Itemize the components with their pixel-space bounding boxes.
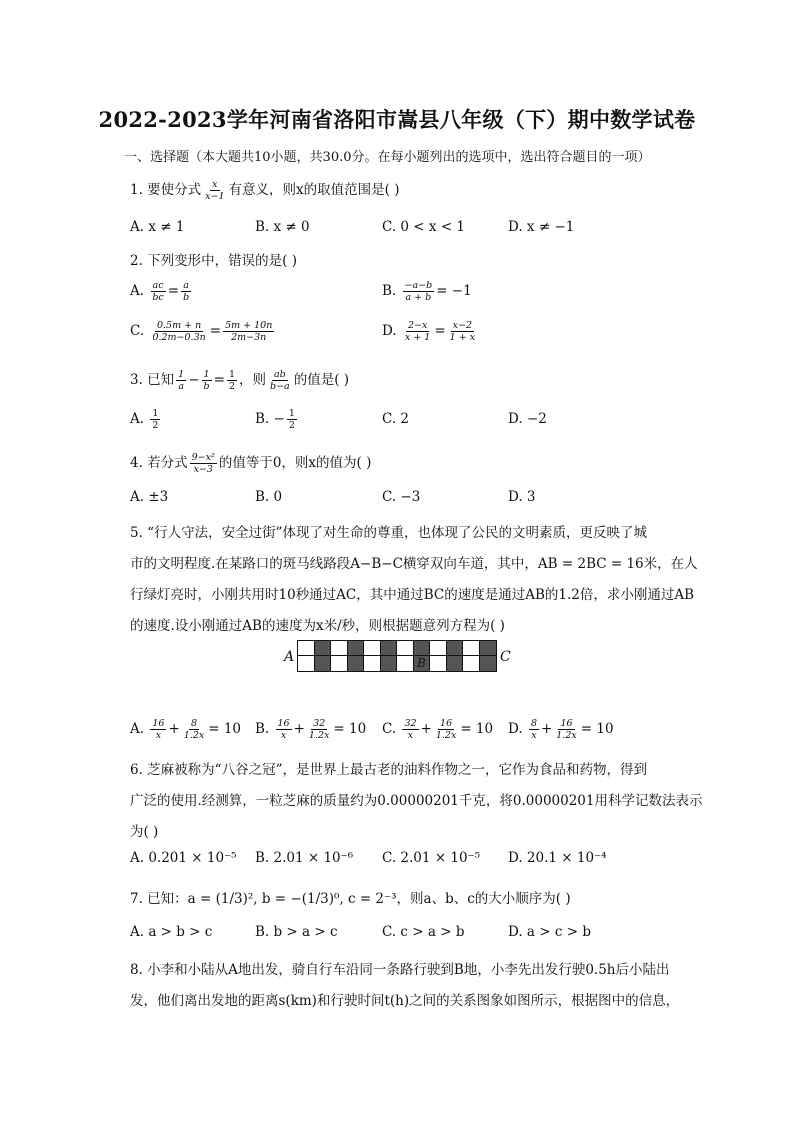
q4-option-d[interactable]: D. 3 xyxy=(508,489,536,505)
crosswalk-cell xyxy=(397,641,414,656)
q1-option-d[interactable]: D. x ≠ −1 xyxy=(508,219,575,235)
q2-option-c[interactable]: C. $\frac{0.5m + n}{0.2m-0.3n}$ = $\frac{5m + 10n}{2m-3n}$ xyxy=(130,320,273,343)
crosswalk-cell xyxy=(480,641,497,656)
crosswalk-cell xyxy=(381,641,398,656)
q5-option-b[interactable]: B. $\frac{16}{x}$ + $\frac{32}{1.2x}$ = 10 xyxy=(255,718,367,741)
question-1 xyxy=(130,178,400,202)
q1-suffix: 有意义，则x的取值范围是( ) xyxy=(228,182,400,198)
q3-option-b[interactable]: B. − $\frac{1}{2}$ xyxy=(255,408,295,431)
question-6-line-2: 广泛的使用.经测算，一粒芝麻的质量约为0.00000201千克，将0.00000201用科学记数法表示 xyxy=(130,793,703,809)
q6-option-b[interactable]: B. 2.01 × 10⁻⁶ xyxy=(255,850,354,866)
crosswalk-cell xyxy=(430,641,447,656)
crosswalk-cell xyxy=(381,656,398,671)
crosswalk-cell xyxy=(298,656,315,671)
question-6-line-1: 6. 芝麻被称为“八谷之冠”，是世界上最古老的油料作物之一，它作为食品和药物，得到 xyxy=(130,762,647,778)
crosswalk-cell xyxy=(414,641,431,656)
question-4: 4. 若分式 $\frac{\text{9−x²}}{x-3}$ 的值等于0，则x的值为( ) xyxy=(130,452,372,475)
crosswalk-cell xyxy=(480,656,497,671)
crosswalk-cell xyxy=(348,656,365,671)
q1-prefix: 1. 要使分式 xyxy=(130,182,202,198)
question-6-line-3: 为( ) xyxy=(130,824,159,840)
q7-option-b[interactable]: B. b > a > c xyxy=(255,924,338,940)
crosswalk-cell xyxy=(447,641,464,656)
q1-fraction: $\frac{x}{x-1}$ xyxy=(205,179,225,202)
crosswalk-cell xyxy=(447,656,464,671)
crosswalk-figure xyxy=(297,640,497,672)
q5-option-c[interactable]: C. $\frac{32}{x}$ + $\frac{16}{1.2x}$ = 10 xyxy=(382,718,494,741)
crosswalk-label-b: B xyxy=(417,656,426,670)
q6-option-d[interactable]: D. 20.1 × 10⁻⁴ xyxy=(508,850,607,866)
question-5-line-4: 的速度.设小刚通过AB的速度为x米/秒，则根据题意列方程为( ) xyxy=(130,618,505,634)
question-5-line-1: 5. “行人守法，安全过街”体现了对生命的尊重，也体现了公民的文明素质，更反映了城 xyxy=(130,525,647,541)
q4-option-a[interactable]: A. ±3 xyxy=(130,489,169,505)
question-8-line-1: 8. 小李和小陆从A地出发，骑自行车沿同一条路行驶到B地，小李先出发行驶0.5h后小陆出 xyxy=(130,962,670,978)
q3-option-d[interactable]: D. −2 xyxy=(508,411,547,427)
q3-option-a[interactable]: A. $\frac{1}{2}$ xyxy=(130,408,159,431)
question-5-line-2: 市的文明程度.在某路口的斑马线路段A−B−C横穿双向车道，其中，AB = 2BC = 16米，在人 xyxy=(130,556,698,572)
section-heading: 一、选择题（本大题共10小题，共30.0分。在每小题列出的选项中，选出符合题目的一项） xyxy=(124,150,651,165)
question-3: 3. 已知 $\frac{1}{a}$ − $\frac{1}{b}$ = $\frac{1}{2}$ ，则 $\frac{ab}{b-a}$ 的值是( ) xyxy=(130,369,350,392)
crosswalk-cell xyxy=(331,656,348,671)
crosswalk-cell xyxy=(463,641,480,656)
question-7: 7. 已知：a = (1/3)², b = −(1/3)⁰, c = 2⁻³，则a、b、c的大小顺序为( ) xyxy=(130,891,571,907)
crosswalk-cell xyxy=(348,641,365,656)
page-title: 2022-2023学年河南省洛阳市嵩县八年级（下）期中数学试卷 xyxy=(98,107,696,132)
crosswalk-cell xyxy=(315,641,332,656)
q3-option-c[interactable]: C. 2 xyxy=(382,411,410,427)
q5-option-a[interactable]: A. $\frac{16}{x}$ + $\frac{8}{1.2x}$ = 10 xyxy=(130,718,241,741)
crosswalk-label-c: C xyxy=(500,649,511,665)
q2-option-d[interactable]: D. $\frac{2-x}{x + 1}$ = $\frac{x-2}{1 + x}$ xyxy=(382,320,476,343)
q6-option-c[interactable]: C. 2.01 × 10⁻⁵ xyxy=(382,850,481,866)
crosswalk-cell xyxy=(315,656,332,671)
q7-option-c[interactable]: C. c > a > b xyxy=(382,924,465,940)
crosswalk-cell xyxy=(364,641,381,656)
q4-option-c[interactable]: C. −3 xyxy=(382,489,421,505)
crosswalk-label-a: A xyxy=(284,649,295,665)
q4-option-b[interactable]: B. 0 xyxy=(255,489,283,505)
q7-option-d[interactable]: D. a > c > b xyxy=(508,924,591,940)
crosswalk-cell xyxy=(397,656,414,671)
q7-option-a[interactable]: A. a > b > c xyxy=(130,924,213,940)
q5-option-d[interactable]: D. $\frac{8}{x}$ + $\frac{16}{1.2x}$ = 10 xyxy=(508,718,614,741)
question-2: 2. 下列变形中，错误的是( ) xyxy=(130,253,297,269)
q1-option-b[interactable]: B. x ≠ 0 xyxy=(255,219,310,235)
crosswalk-cell xyxy=(331,641,348,656)
question-5-line-3: 行绿灯亮时，小刚共用时10秒通过AC，其中通过BC的速度是通过AB的1.2倍，求小刚通过AB xyxy=(130,587,695,603)
crosswalk-cell xyxy=(463,656,480,671)
crosswalk-cell xyxy=(430,656,447,671)
q1-option-c[interactable]: C. 0 < x < 1 xyxy=(382,219,466,235)
q2-option-b[interactable]: B. $\frac{-a-b}{a + b}$ = −1 xyxy=(382,280,472,303)
q1-option-a[interactable]: A. x ≠ 1 xyxy=(130,219,185,235)
q2-option-a[interactable]: A. $\frac{ac}{bc}$ = $\frac{a}{b}$ xyxy=(130,280,190,303)
crosswalk-cell xyxy=(298,641,315,656)
question-8-line-2: 发，他们离出发地的距离s(km)和行驶时间t(h)之间的关系图象如图所示，根据图中的信息， xyxy=(130,993,680,1009)
crosswalk-cell xyxy=(364,656,381,671)
q6-option-a[interactable]: A. 0.201 × 10⁻⁵ xyxy=(130,850,237,866)
